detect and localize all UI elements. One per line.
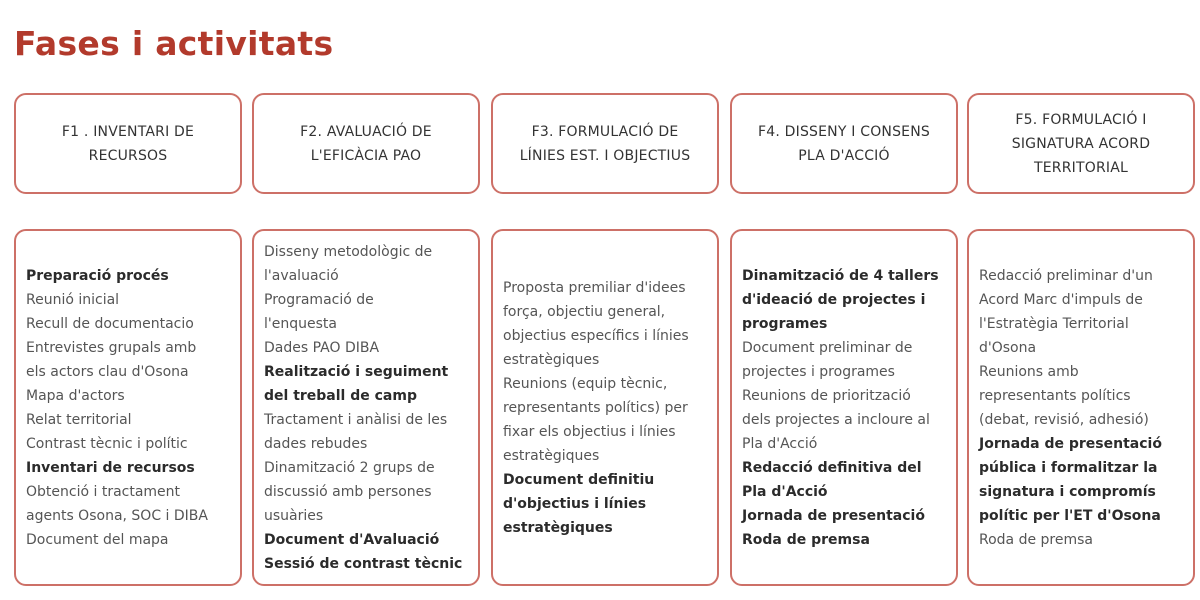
activity-line: Mapa d'actors	[26, 387, 125, 404]
phase-4-heading-box	[730, 93, 958, 194]
activity-line: Inventari de recursos	[26, 459, 195, 476]
phase-5-heading-box	[967, 93, 1195, 194]
activity-line: l'Estratègia Territorial	[979, 315, 1129, 332]
page-title: Fases i activitats	[14, 24, 334, 63]
phase-3-heading-box	[491, 93, 719, 194]
activity-line: Pla d'Acció	[742, 435, 818, 452]
phase-4-activities	[730, 229, 958, 586]
phase-2-heading: F2. AVALUACIÓ DE L'EFICÀCIA PAO	[300, 123, 432, 164]
activity-line: d'ideació de projectes i	[742, 291, 926, 308]
activity-line: Document definitiu	[503, 471, 655, 488]
activity-line: discussió amb persones	[264, 483, 432, 500]
activity-line: l'enquesta	[264, 315, 337, 332]
activity-line: Roda de premsa	[979, 531, 1093, 548]
activity-line: Document preliminar de	[742, 339, 913, 356]
activity-line: programes	[742, 315, 828, 332]
activity-line: Relat territorial	[26, 411, 132, 428]
activity-line: Reunions de priorització	[742, 387, 911, 404]
activity-line: Acord Marc d'impuls de	[979, 291, 1143, 308]
activity-line: representants polítics) per	[503, 399, 688, 416]
activity-line: Dinamització 2 grups de	[264, 459, 435, 476]
activity-line: estratègiques	[503, 519, 613, 536]
activity-line: dades rebudes	[264, 435, 368, 452]
activity-line: Programació de	[264, 291, 374, 308]
activity-line: usuàries	[264, 507, 324, 524]
activity-line: Document d'Avaluació	[264, 531, 440, 548]
phase-2-heading-box	[252, 93, 480, 194]
activity-line: Disseny metodològic de	[264, 243, 433, 260]
activity-line: els actors clau d'Osona	[26, 363, 189, 380]
phase-3-heading: F3. FORMULACIÓ DE LÍNIES EST. I OBJECTIUS	[519, 123, 691, 164]
phase-1-heading: F1 . INVENTARI DE RECURSOS	[61, 123, 195, 164]
activity-line: Redacció definitiva del	[742, 459, 922, 476]
activity-line: Recull de documentacio	[26, 315, 194, 332]
activity-line: Proposta premiliar d'idees	[503, 279, 686, 296]
activity-line: Sessió de contrast tècnic	[264, 555, 463, 572]
phase-1-activities	[14, 229, 242, 586]
activity-line: estratègiques	[503, 447, 600, 464]
phase-2-activities	[252, 229, 480, 586]
activity-line: Realització i seguiment	[264, 363, 449, 380]
activity-line: (debat, revisió, adhesió)	[979, 411, 1149, 428]
activity-line: d'Osona	[979, 339, 1037, 356]
activity-line: del treball de camp	[264, 387, 417, 404]
activity-line: polític per l'ET d'Osona	[979, 507, 1161, 524]
phase-3-activities	[491, 229, 719, 586]
activity-line: representants polítics	[979, 387, 1131, 404]
phase-5-heading: F5. FORMULACIÓ I SIGNATURA ACORD TERRITORIAL	[1011, 111, 1151, 176]
activity-line: estratègiques	[503, 351, 600, 368]
activity-line: Document del mapa	[26, 531, 169, 548]
phase-1-heading-box	[14, 93, 242, 194]
activity-line: Pla d'Acció	[742, 483, 828, 500]
activity-line: força, objectiu general,	[503, 303, 666, 320]
activity-line: Reunió inicial	[26, 291, 120, 308]
activity-line: Dades PAO DIBA	[264, 339, 380, 356]
activity-line: Preparació procés	[26, 267, 169, 284]
activity-line: Entrevistes grupals amb	[26, 339, 197, 356]
activity-line: Tractament i anàlisi de les	[264, 411, 448, 428]
activity-line: Redacció preliminar d'un	[979, 267, 1153, 284]
activity-line: Roda de premsa	[742, 531, 870, 548]
activity-line: fixar els objectius i línies	[503, 423, 676, 440]
activity-line: Reunions amb	[979, 363, 1079, 380]
activity-line: l'avaluació	[264, 267, 339, 284]
activity-line: signatura i compromís	[979, 483, 1156, 500]
activity-line: agents Osona, SOC i DIBA	[26, 507, 208, 524]
phase-4-heading: F4. DISSENY I CONSENS PLA D'ACCIÓ	[757, 123, 930, 164]
activity-line: Jornada de presentació	[742, 507, 925, 524]
activity-line: Jornada de presentació	[979, 435, 1162, 452]
activity-line: pública i formalitzar la	[979, 459, 1158, 476]
activity-line: objectius específics i línies	[503, 327, 689, 344]
phase-5-activities	[967, 229, 1195, 586]
activity-line: Reunions (equip tècnic,	[503, 375, 668, 392]
activity-line: dels projectes a incloure al	[742, 411, 930, 428]
activity-line: projectes i programes	[742, 363, 895, 380]
activity-line: Contrast tècnic i polític	[26, 435, 188, 452]
activity-line: d'objectius i línies	[503, 495, 647, 512]
activity-line: Obtenció i tractament	[26, 483, 181, 500]
activity-line: Dinamització de 4 tallers	[742, 267, 939, 284]
